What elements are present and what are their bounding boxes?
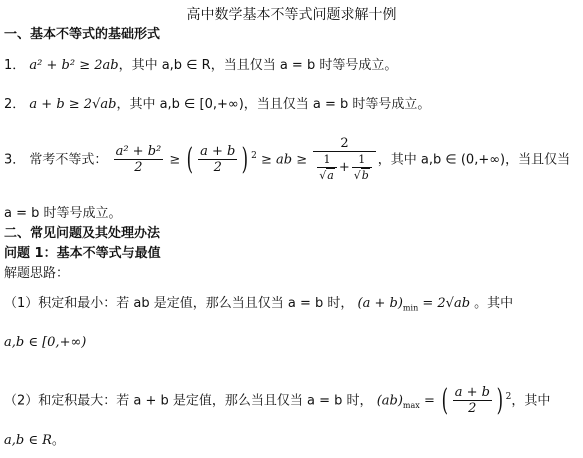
item-1-number: 1． bbox=[4, 58, 26, 73]
one: 1 bbox=[352, 152, 372, 168]
fraction-denominator: 2 bbox=[134, 160, 143, 176]
ge-sign: ≥ bbox=[169, 152, 181, 168]
section-heading-basic-forms: 一、基本不等式的基础形式 bbox=[4, 27, 161, 42]
max-subscript: max bbox=[402, 400, 420, 410]
equals-sign: = bbox=[423, 393, 435, 409]
item-3-condition: ，其中 a,b ∈ (0,+∞) bbox=[377, 152, 506, 168]
fraction-sum-over-two bbox=[453, 385, 492, 416]
point-2-tail: ，其中 bbox=[511, 393, 551, 409]
one: 1 bbox=[317, 152, 337, 168]
approach-label: 解题思路： bbox=[4, 266, 70, 281]
inverse-sqrt-b bbox=[352, 152, 372, 183]
harmonic-denominator bbox=[313, 152, 376, 183]
item-3 bbox=[4, 136, 570, 183]
inverse-sqrt-a bbox=[317, 152, 337, 183]
fraction-numerator: a + b bbox=[454, 385, 490, 401]
fraction-numerator: a² + b² bbox=[115, 144, 162, 160]
item-2-number: 2． bbox=[4, 97, 26, 112]
point-1-text: （1）积定和最小：若 ab 是定值，那么当且仅当 a = b 时， bbox=[4, 296, 354, 311]
fraction-numerator: a + b bbox=[200, 144, 236, 160]
item-3-continuation: a = b 时等号成立。 bbox=[4, 206, 122, 221]
sqrt-b: √b bbox=[353, 169, 369, 183]
fraction-denominator: 2 bbox=[468, 401, 477, 417]
item-1-condition: ，其中 a,b ∈ R bbox=[118, 58, 211, 73]
item-1-tail: ，当且仅当 a = b 时等号成立。 bbox=[210, 58, 398, 73]
product-max-expression: (ab) bbox=[376, 393, 403, 409]
document-title: 高中数学基本不等式问题求解十例 bbox=[186, 7, 397, 23]
fraction-sum-over-two bbox=[198, 144, 237, 175]
item-3-number: 3． bbox=[4, 152, 26, 168]
point-2-continuation bbox=[4, 432, 65, 450]
item-1 bbox=[4, 57, 397, 75]
plus-sign: + bbox=[338, 160, 350, 176]
item-3-label: 常考不等式： bbox=[29, 152, 108, 168]
point-2 bbox=[4, 377, 550, 426]
left-paren: ( bbox=[441, 382, 449, 418]
sum-min-value: = 2√ab bbox=[422, 296, 471, 311]
item-3-tail: ，当且仅当 bbox=[505, 152, 571, 168]
item-2-tail: ，当且仅当 a = b 时等号成立。 bbox=[243, 97, 431, 112]
square-exponent: 2 bbox=[505, 392, 512, 402]
section-heading-common-problems: 二、常见问题及其处理办法 bbox=[4, 226, 161, 241]
item-2-formula: a + b ≥ 2√ab bbox=[29, 97, 117, 112]
point-2-domain: a,b ∈ R bbox=[4, 433, 52, 448]
left-paren: ( bbox=[187, 141, 194, 177]
point-2-text: （2）和定积最大：若 a + b 是定值，那么当且仅当 a = b 时， bbox=[4, 393, 373, 409]
fraction-denominator: 2 bbox=[213, 160, 222, 176]
square-exponent: 2 bbox=[251, 151, 257, 161]
ge-ab-ge: ≥ ab ≥ bbox=[260, 152, 308, 168]
min-subscript: min bbox=[402, 303, 419, 313]
harmonic-numerator: 2 bbox=[313, 136, 376, 152]
right-paren: ) bbox=[496, 382, 504, 418]
problem-1-heading: 问题 1：基本不等式与最值 bbox=[4, 246, 161, 261]
sum-min-expression: (a + b) bbox=[357, 296, 403, 311]
sqrt-a: √a bbox=[319, 169, 334, 183]
item-2 bbox=[4, 96, 430, 114]
right-paren: ) bbox=[242, 141, 249, 177]
item-1-formula: a² + b² ≥ 2ab bbox=[29, 58, 119, 73]
item-2-condition: ，其中 a,b ∈ [0,+∞) bbox=[116, 97, 244, 112]
point-2-end: 。 bbox=[51, 433, 65, 448]
point-1-continuation: a,b ∈ [0,+∞) bbox=[4, 335, 87, 350]
point-1 bbox=[4, 295, 513, 318]
harmonic-mean-fraction bbox=[313, 136, 376, 183]
point-1-tail: 。其中 bbox=[474, 296, 514, 311]
fraction-squares-over-two bbox=[114, 144, 164, 175]
